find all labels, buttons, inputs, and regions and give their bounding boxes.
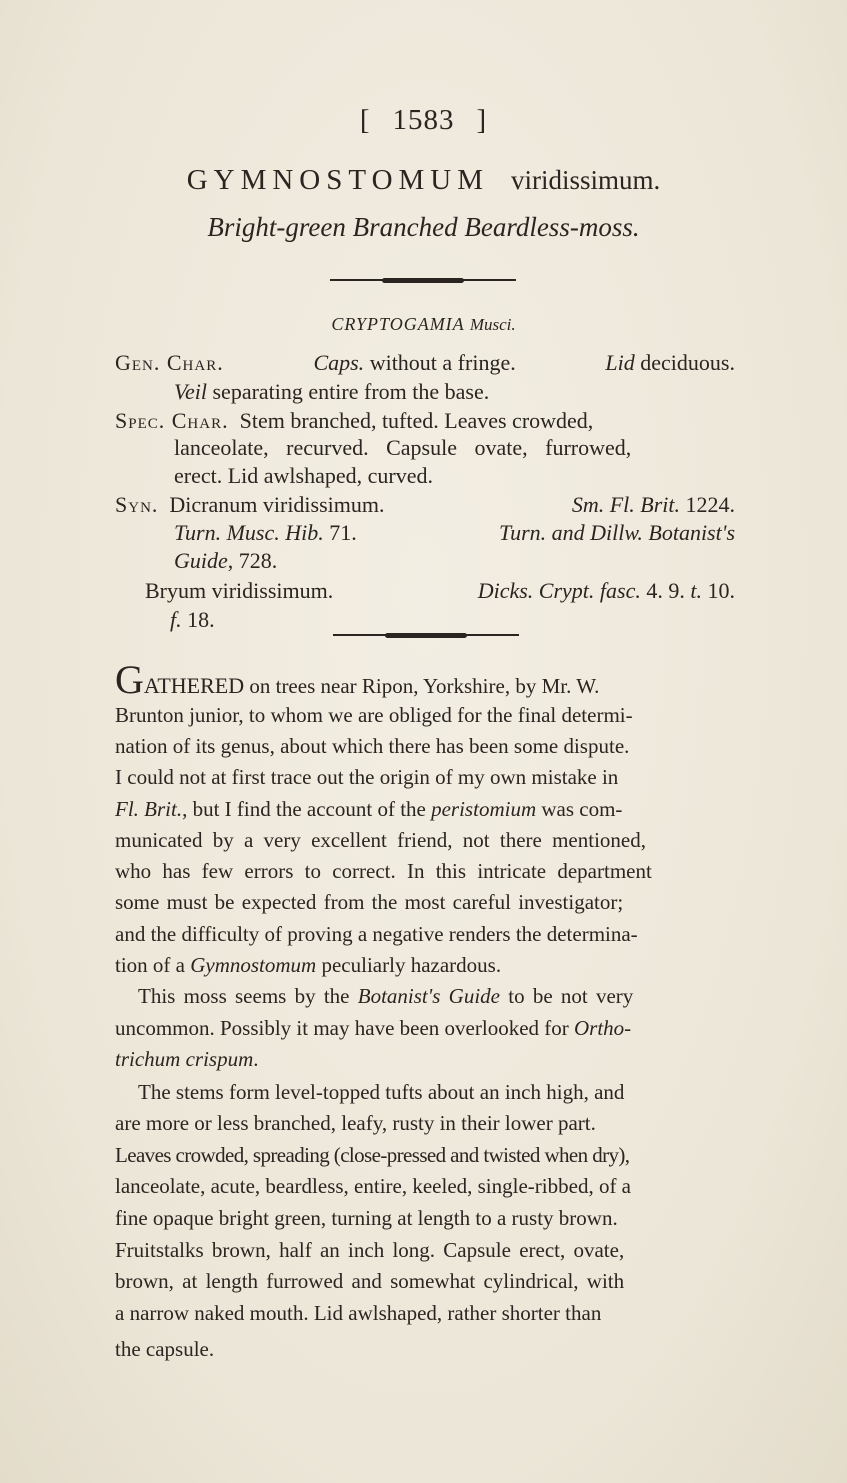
syn-fig-label: f. <box>170 607 182 632</box>
spec-char-text-1: Stem branched, tufted. Leaves crowded, <box>239 408 594 433</box>
para3-line-8: a narrow naked mouth. Lid awlshaped, rather shorter than <box>115 1301 602 1325</box>
para1-line-2: Brunton junior, to whom we are obliged for the final determi- <box>115 703 633 727</box>
syn-label: Syn. <box>115 492 159 517</box>
syn-line-2 <box>174 520 735 546</box>
gen-char-caps: Caps. <box>313 350 365 375</box>
plate-title <box>0 164 847 197</box>
gen-char-lid: Lid <box>605 350 635 375</box>
para2-period: . <box>253 1047 259 1071</box>
para3-line-6: Fruitstalks brown, half an inch long. Capsule erect, ovate, <box>115 1238 625 1262</box>
para1-line-4: I could not at first trace out the origin of my own mistake in <box>115 765 619 789</box>
syn-line-5 <box>170 607 215 633</box>
ornamental-rule <box>333 634 519 636</box>
term-peristomium: peristomium <box>431 797 537 821</box>
gen-char-text-2: deciduous. <box>640 350 735 375</box>
para2-text-2: uncommon. Possibly it may have been overlooked for <box>115 1016 569 1040</box>
syn-fig-number: 18. <box>187 607 215 632</box>
order-name: Musci. <box>469 315 516 334</box>
para3-line-3: Leaves crowded, spreading (close-pressed and twisted when dry), <box>115 1143 630 1167</box>
para3-line-2: are more or less branched, leafy, rusty in their lower part. <box>115 1111 596 1135</box>
syn-guide-number: , 728. <box>227 548 278 573</box>
syn-ref-smith: Sm. Fl. Brit. <box>571 492 680 517</box>
para1-text-10a: tion of a <box>115 953 185 977</box>
spec-char-line-3: erect. Lid awlshaped, curved. <box>174 463 433 488</box>
syn-ref-turner-number: 71. <box>329 520 357 545</box>
ref-botanists-guide: Botanist's Guide <box>357 984 500 1008</box>
para1-lead-word: ATHERED <box>143 673 245 698</box>
para1-line-3: nation of its genus, about which there has been some dispute. <box>115 734 630 758</box>
spec-char-label: Spec. Char. <box>115 408 229 433</box>
para1-text-5b: was com- <box>541 797 623 821</box>
para2-line-1 <box>138 984 633 1009</box>
spec-char-line-2: lanceolate, recurved. Capsule ovate, furrowed, <box>174 435 632 460</box>
syn-ref-botanists-guide: Turn. and Dillw. Botanist's <box>499 520 735 545</box>
page-number-value: 1583 <box>392 104 455 136</box>
term-orthotrichum-crispum: trichum crispum <box>115 1047 254 1071</box>
bracket-left: [ <box>359 104 371 136</box>
term-ortho: Ortho- <box>574 1016 632 1040</box>
gen-char-veil: Veil <box>174 379 207 404</box>
para1-line-5 <box>115 797 622 822</box>
syn-guide: Guide <box>174 548 228 573</box>
syn-line-1 <box>115 492 735 518</box>
classification <box>0 314 847 335</box>
syn-tab-number: 10. <box>707 578 735 603</box>
syn-ref-turner: Turn. Musc. Hib. <box>174 520 324 545</box>
gen-char-label: Gen. Char. <box>115 350 224 375</box>
para1-line-8: some must be expected from the most careful investigator; <box>115 890 624 914</box>
term-gymnostomum: Gymnostomum <box>190 953 317 977</box>
para1-line-7: who has few errors to correct. In this intricate department <box>115 859 652 883</box>
gen-char-line-2 <box>174 379 489 405</box>
syn-line-4 <box>145 578 735 604</box>
para3-line-1: The stems form level-topped tufts about an inch high, and <box>138 1080 625 1104</box>
para2-line-3 <box>115 1047 259 1072</box>
para3-line-7: brown, at length furrowed and somewhat cylindrical, with <box>115 1269 625 1293</box>
bracket-right: ] <box>476 104 488 136</box>
para1-line-9: and the difficulty of proving a negative renders the determina- <box>115 922 638 946</box>
class-name: CRYPTOGAMIA <box>331 314 465 334</box>
para3-line-4: lanceolate, acute, beardless, entire, keeled, single-ribbed, of a <box>115 1174 632 1198</box>
para2-text-1a: This moss seems by the <box>138 984 350 1008</box>
syn-ref-dickson: Dicks. Crypt. fasc. <box>477 578 641 603</box>
gen-char-text-3: separating entire from the base. <box>212 379 490 404</box>
para3-line-9: the capsule. <box>115 1337 215 1361</box>
para1-text-10b: peculiarly hazardous. <box>321 953 502 977</box>
para1-text-5a: , but I find the account of the <box>182 797 426 821</box>
para1-line-1 <box>115 657 735 702</box>
gen-char-line-1 <box>115 350 735 376</box>
drop-cap: G <box>115 657 144 702</box>
syn-line-3 <box>174 548 277 574</box>
ornamental-rule <box>330 279 516 281</box>
page-number <box>0 104 847 137</box>
common-name: Bright-green Branched Beardless-moss. <box>207 212 640 242</box>
genus-name: GYMNOSTOMUM <box>186 164 490 196</box>
para1-line-10 <box>115 953 501 978</box>
para2-text-1b: to be not very <box>508 984 634 1008</box>
syn-ref-smith-number: 1224. <box>685 492 735 517</box>
species-name: viridissimum. <box>511 165 661 195</box>
syn-bryum: Bryum viridissimum. <box>145 578 334 603</box>
syn-ref-dickson-number: 4. 9. <box>646 578 685 603</box>
spec-char-line-1 <box>115 408 735 434</box>
para1-text: on trees near Ripon, Yorkshire, by Mr. W. <box>249 674 600 698</box>
para1-line-6: municated by a very excellent friend, not there mentioned, <box>115 828 646 852</box>
gen-char-text: without a fringe. <box>369 350 516 375</box>
ref-fl-brit: Fl. Brit. <box>115 797 183 821</box>
syn-dicranum: Dicranum viridissimum. <box>169 492 385 517</box>
syn-tab-label: t. <box>690 578 702 603</box>
para3-line-5: fine opaque bright green, turning at length to a rusty brown. <box>115 1206 618 1230</box>
para2-line-2 <box>115 1016 631 1041</box>
